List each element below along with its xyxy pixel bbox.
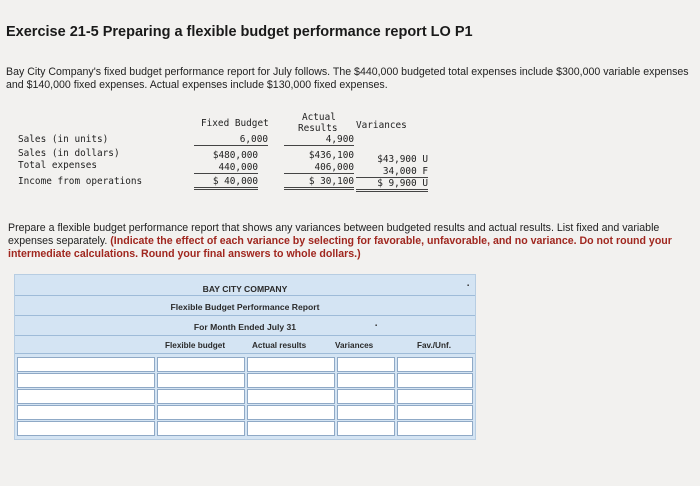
form-company-name: BAY CITY COMPANY [202,284,288,294]
fixed-sales-dollars: $480,000 [212,150,258,161]
variance-total-expenses: 34,000 F [356,166,428,178]
col-variances: Variances [335,341,374,350]
fixed-sales-units: 6,000 [194,134,268,146]
flexible-budget-input[interactable] [157,373,245,388]
fav-unf-select[interactable] [397,421,473,436]
table-row [15,420,475,436]
table-row [15,388,475,404]
actual-total-expenses: 406,000 [284,162,354,174]
row-label-input[interactable] [17,373,155,388]
instructions [8,222,696,261]
variance-input[interactable] [337,373,395,388]
flexible-budget-input[interactable] [157,357,245,372]
col-fav-unf: Fav./Unf. [417,341,451,350]
dropdown-dot-icon: ▪ [375,323,378,329]
row-label-sales-units: Sales (in units) [18,134,109,145]
form-period: For Month Ended July 31 [193,322,297,332]
actual-results-input[interactable] [247,421,335,436]
fav-unf-select[interactable] [397,373,473,388]
row-label-sales-dollars: Sales (in dollars) [18,148,120,159]
row-label-income: Income from operations [18,176,143,187]
form-report-name: Flexible Budget Performance Report [170,302,320,312]
row-label-total-expenses: Total expenses [18,160,98,171]
actual-results-input[interactable] [247,405,335,420]
instructions-bold: (Indicate the effect of each variance by selecting for favorable, unfavorable, and no variance. Do not round your intermediate calculations. Round your final answers to whole dollars.) [8,235,672,260]
actual-results-input[interactable] [247,389,335,404]
row-label-input[interactable] [17,421,155,436]
row-label-input[interactable] [17,357,155,372]
col-actual-results: Actual results [252,341,307,350]
flexible-budget-input[interactable] [157,421,245,436]
fixed-income: $ 40,000 [194,176,258,190]
row-label-input[interactable] [17,405,155,420]
table-row [15,404,475,420]
variance-input[interactable] [337,421,395,436]
header-actual-line1: Actual [302,112,336,123]
row-label-input[interactable] [17,389,155,404]
actual-results-input[interactable] [247,357,335,372]
flexible-budget-answer-form [14,274,476,440]
fav-unf-select[interactable] [397,389,473,404]
variance-income: $ 9,900 U [356,178,428,192]
variance-sales-dollars: $43,900 U [377,154,428,165]
variance-input[interactable] [337,389,395,404]
instructions-text: Prepare a flexible budget performance report that shows any variances between budgeted results and actual results. List fixed and variable expenses separately. [8,222,660,247]
table-row [15,372,475,388]
actual-income: $ 30,100 [284,176,354,190]
flexible-budget-input[interactable] [157,389,245,404]
fixed-total-expenses: 440,000 [194,162,258,174]
header-fixed-budget: Fixed Budget [201,118,269,129]
fav-unf-select[interactable] [397,405,473,420]
dropdown-dot-icon: ▪ [467,283,470,289]
actual-sales-dollars: $436,100 [308,150,354,161]
table-row [15,356,475,372]
header-variances: Variances [356,120,407,131]
header-actual-line2: Results [298,123,338,134]
fav-unf-select[interactable] [397,357,473,372]
variance-input[interactable] [337,357,395,372]
actual-sales-units: 4,900 [284,134,354,146]
actual-results-input[interactable] [247,373,335,388]
flexible-budget-input[interactable] [157,405,245,420]
col-flexible-budget: Flexible budget [165,341,226,350]
exercise-title: Exercise 21-5 Preparing a flexible budget performance report LO P1 [6,24,473,40]
variance-input[interactable] [337,405,395,420]
exercise-intro: Bay City Company's fixed budget performance report for July follows. The $440,000 budgeted total expenses include $300,000 variable expenses and $140,000 fixed expenses. Actual expenses include $130,000 fixed expenses. [6,66,689,91]
